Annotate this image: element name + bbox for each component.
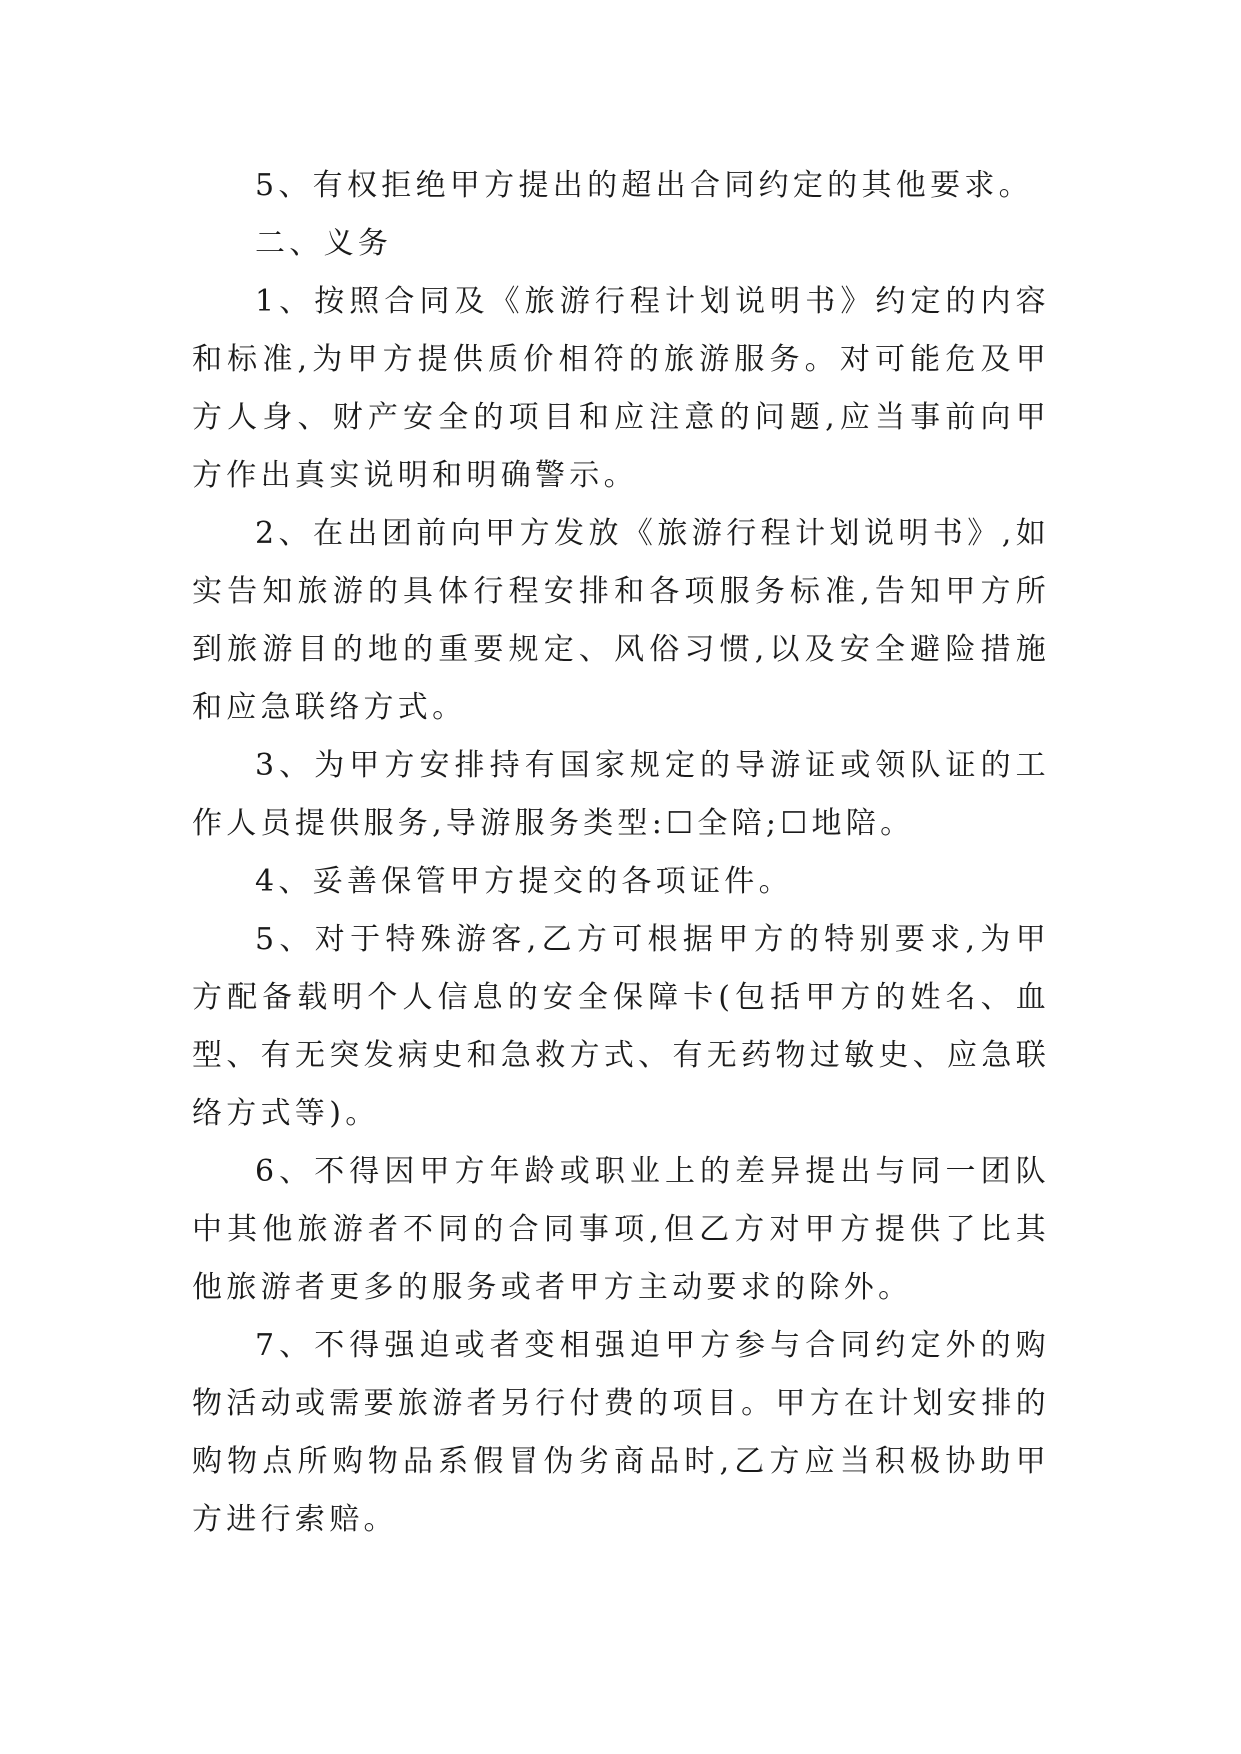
document-body — [192, 157, 1050, 1549]
paragraph-obligation-5: 5、对于特殊游客,乙方可根据甲方的特别要求,为甲方配备载明个人信息的安全保障卡(包括甲方的姓名、血型、有无突发病史和急救方式、有无药物过敏史、应急联络方式等)。 — [192, 922, 1050, 1131]
paragraph-obligation-3: 3、为甲方安排持有国家规定的导游证或领队证的工作人员提供服务,导游服务类型:☐全陪;☐地陪。 — [192, 748, 1050, 841]
paragraph-obligation-2: 2、在出团前向甲方发放《旅游行程计划说明书》,如实告知旅游的具体行程安排和各项服务标准,告知甲方所到旅游目的地的重要规定、风俗习惯,以及安全避险措施和应急联络方式。 — [192, 516, 1050, 725]
paragraph-obligation-7: 7、不得强迫或者变相强迫甲方参与合同约定外的购物活动或需要旅游者另行付费的项目。甲方在计划安排的购物点所购物品系假冒伪劣商品时,乙方应当积极协助甲方进行索赔。 — [192, 1328, 1050, 1537]
paragraph-obligation-1: 1、按照合同及《旅游行程计划说明书》约定的内容和标准,为甲方提供质价相符的旅游服务。对可能危及甲方人身、财产安全的项目和应注意的问题,应当事前向甲方作出真实说明和明确警示。 — [192, 284, 1050, 493]
section-heading-obligations: 二、义务 — [255, 226, 393, 261]
paragraph-obligation-4: 4、妥善保管甲方提交的各项证件。 — [255, 864, 793, 899]
paragraph-obligation-6: 6、不得因甲方年龄或职业上的差异提出与同一团队中其他旅游者不同的合同事项,但乙方对甲方提供了比其他旅游者更多的服务或者甲方主动要求的除外。 — [192, 1154, 1050, 1305]
paragraph-right-5: 5、有权拒绝甲方提出的超出合同约定的其他要求。 — [255, 168, 1033, 203]
